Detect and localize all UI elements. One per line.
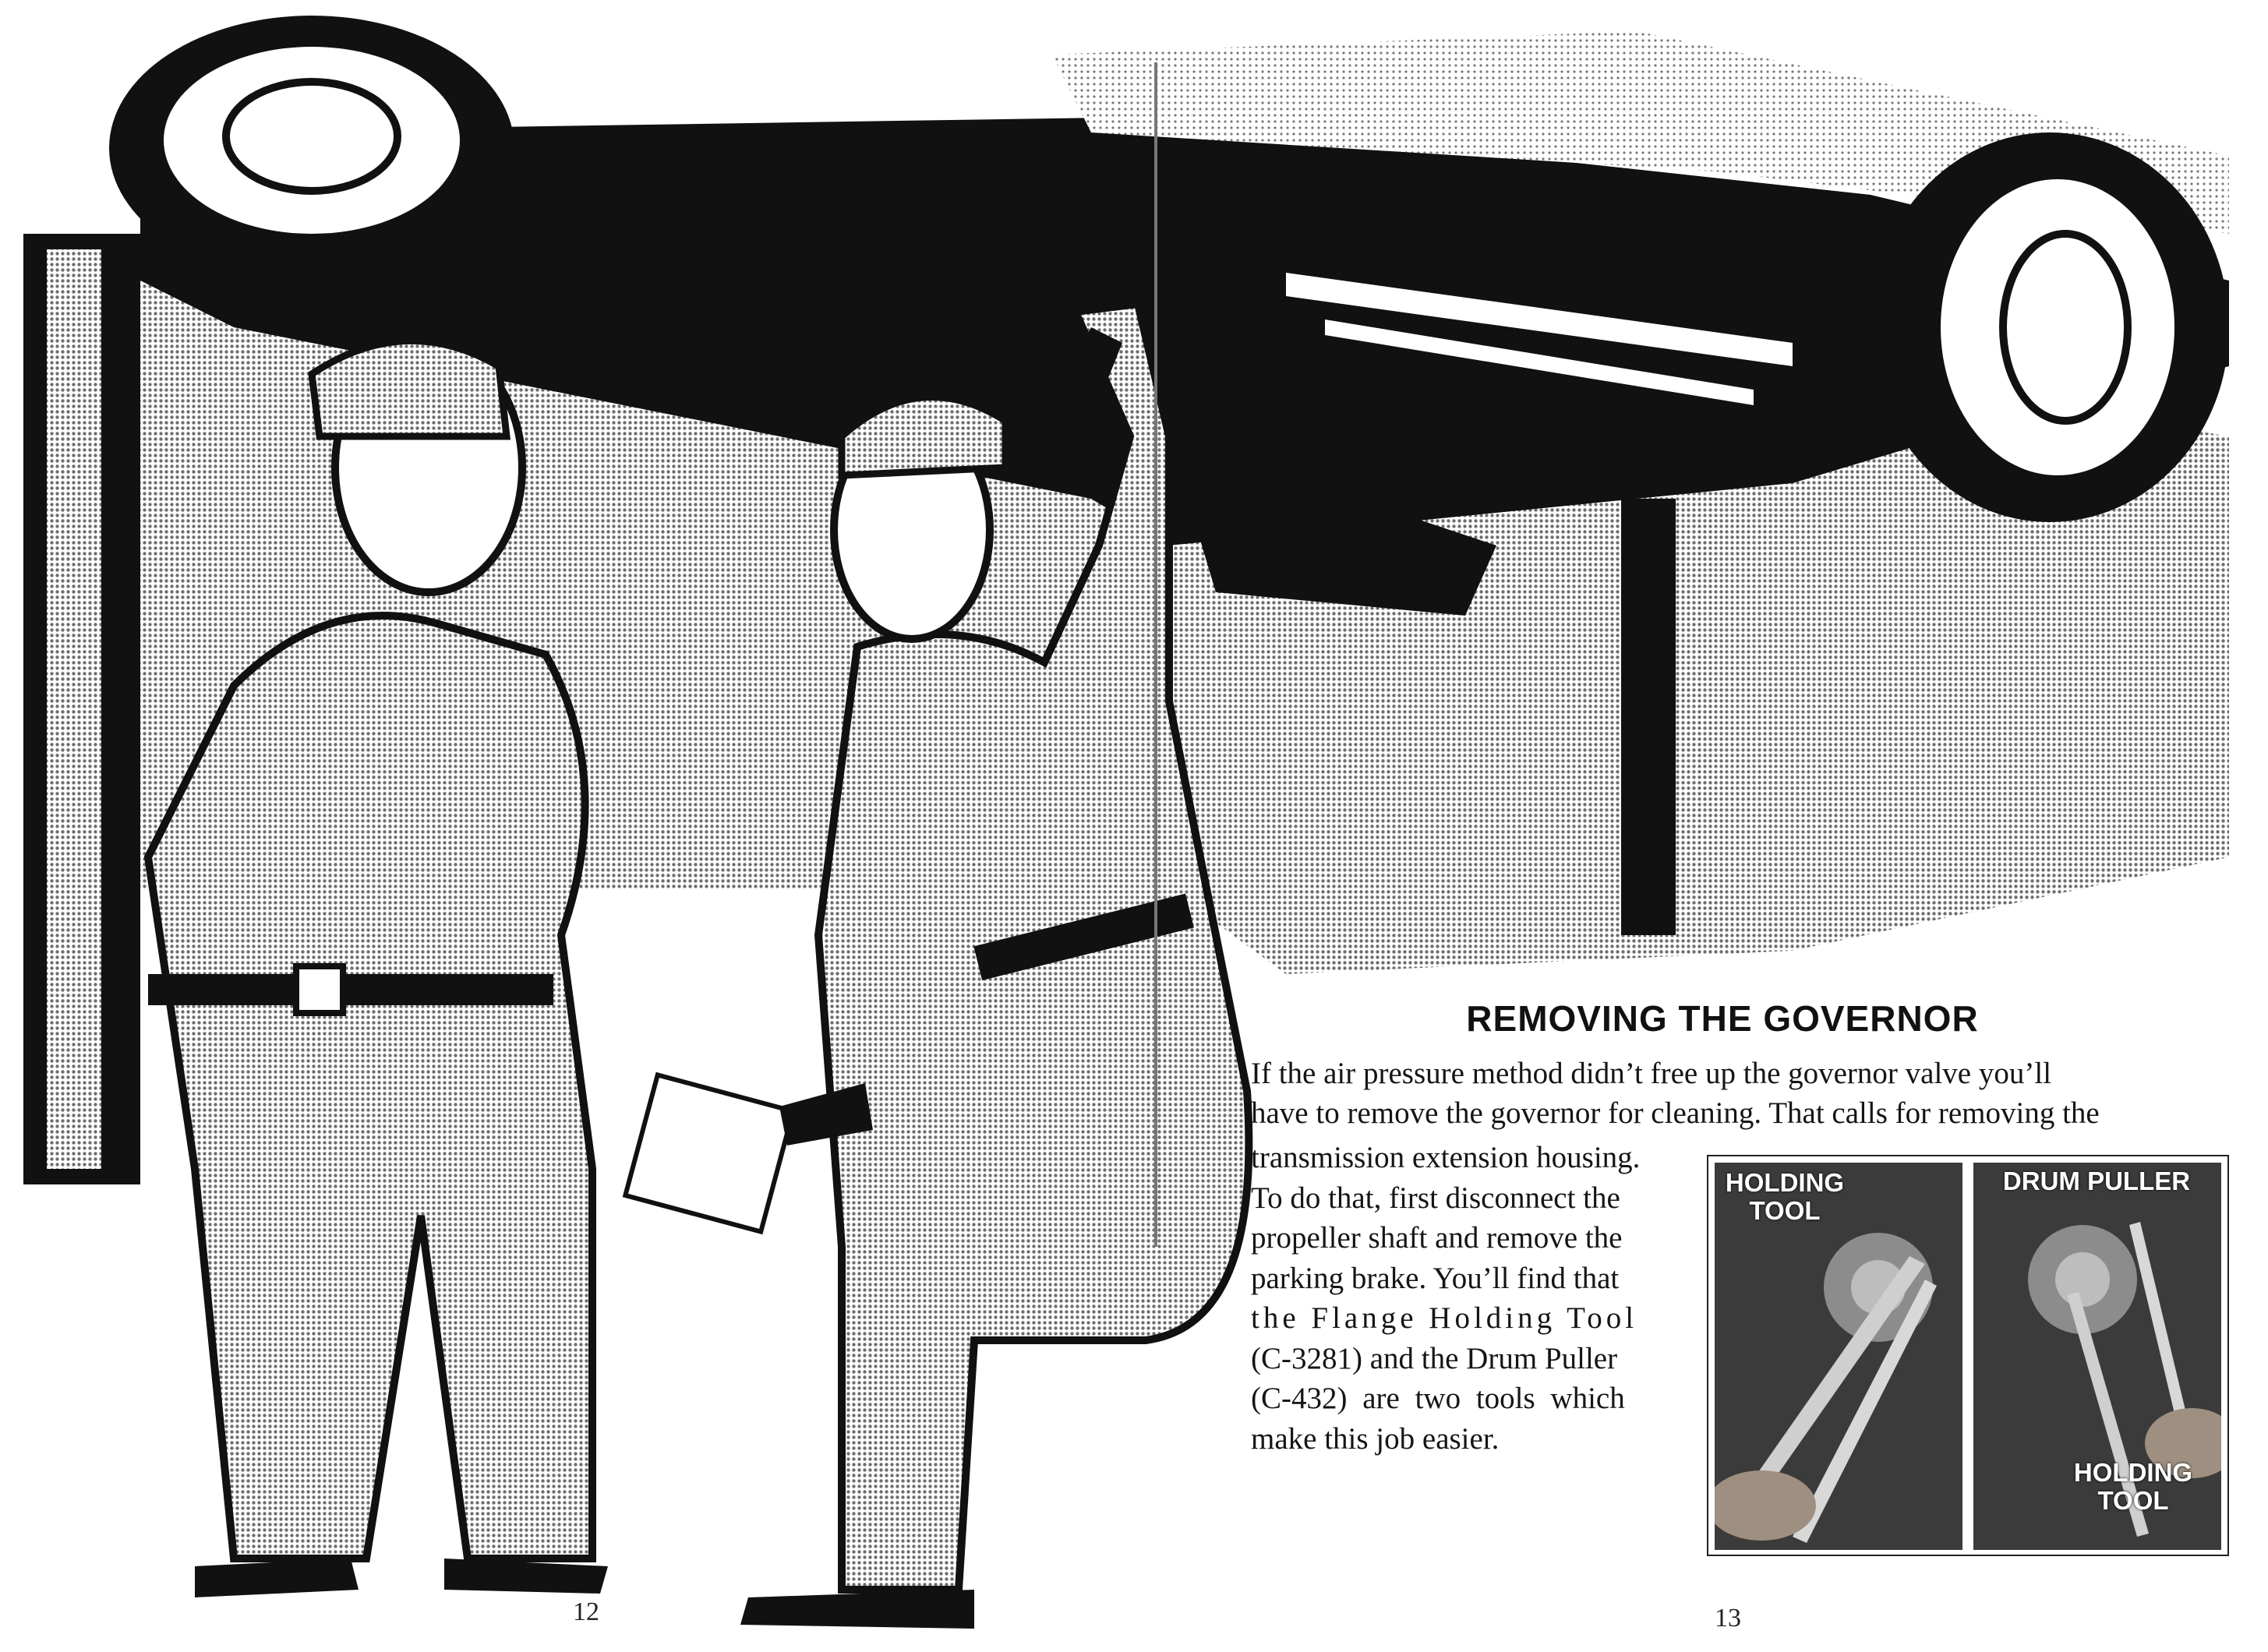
label-drum-puller: DRUM PULLER [2002,1167,2191,1195]
photo-left-panel [1715,1163,1962,1550]
text-line: To do that, first disconnect the [1251,1181,1620,1215]
text-line: make this job easier. [1251,1421,1500,1456]
text-line: transmission extension housing. [1251,1141,1641,1174]
label-holding-tool-left: HOLDING TOOL [1725,1168,1845,1225]
photo-right-panel [1973,1163,2221,1550]
section-heading: REMOVING THE GOVERNOR [1466,998,1979,1039]
text-line: the Flange Holding Tool [1251,1301,1638,1335]
clipboard [625,1075,793,1231]
column-paragraph [1251,1138,1687,1459]
text-line: parking brake. You’ll find that [1251,1261,1620,1295]
intro-paragraph [1251,1054,2234,1133]
text-line: If the air pressure method didn’t free up the governor valve you’ll [1251,1057,2052,1090]
text-line: (C-3281) and the Drum Puller [1251,1341,1618,1375]
text-line: propeller shaft and remove the [1251,1221,1623,1255]
page-number-right: 13 [1715,1604,1741,1633]
tool-photo [1707,1155,2229,1556]
page-number-left: 12 [573,1597,599,1626]
label-holding-tool-right: HOLDING TOOL [2073,1458,2193,1515]
text-line: (C-432) are two tools which [1251,1382,1625,1415]
text-line: have to remove the governor for cleaning. That calls for removing the [1251,1096,2100,1130]
